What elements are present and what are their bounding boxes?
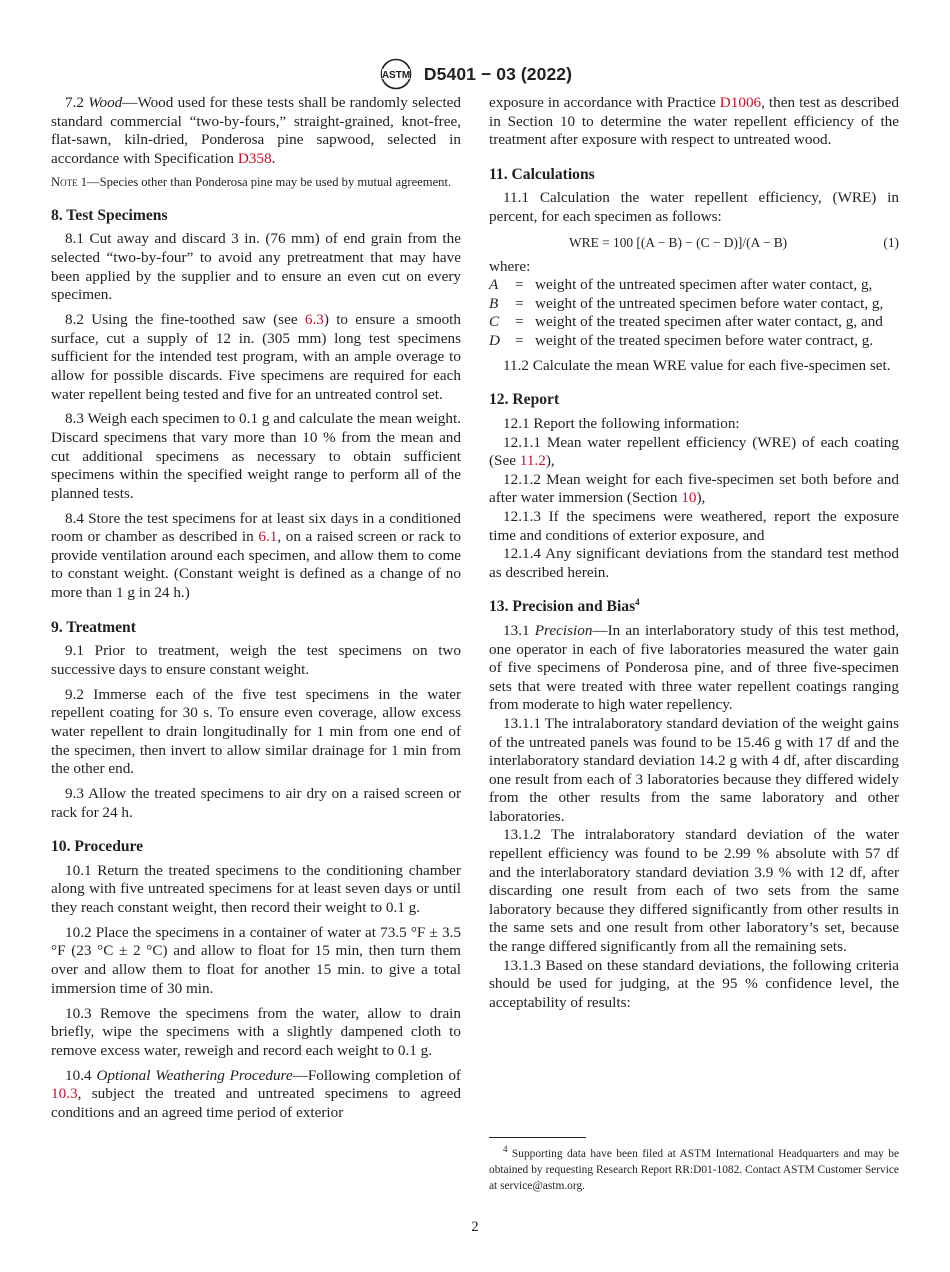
right-column bbox=[489, 94, 899, 1012]
para-8-4: 8.4 Store the test specimens for at least six days in a conditioned room or chamber as described in 6.1, on a raised screen or rack to provide ventilation around each specimen, and allow them to come to constant weight. (Constant weight is defined as a change of no more than 1 g in 24 h.) bbox=[51, 509, 461, 602]
page-header bbox=[0, 58, 950, 90]
definition-b: B = weight of the untreated specimen before water contact, g, bbox=[489, 294, 884, 312]
para-10-4-cont: exposure in accordance with Practice D1006, then test as described in Section 10 to determine the water repellent efficiency of the treatment after exposure with respect to untreated wood. bbox=[489, 94, 899, 149]
definition-a: A = weight of the untreated specimen after water contact, g, bbox=[489, 276, 873, 294]
para-11-2: 11.2 Calculate the mean WRE value for each five-specimen set. bbox=[503, 356, 891, 374]
para-9-3: 9.3 Allow the treated specimens to air dry on a raised screen or rack for 24 h. bbox=[51, 784, 461, 821]
note-1: Note 1—Species other than Ponderosa pine may be used by mutual agreement. bbox=[51, 175, 452, 190]
para-10-3: 10.3 Remove the specimens from the water, allow to drain briefly, wipe the specimens with a slightly dampened cloth to remove excess water, reweigh and record each weight to 0.1 g. bbox=[51, 1004, 461, 1059]
para-10-4: 10.4 Optional Weathering Procedure—Following completion of 10.3, subject the treated and untreated specimens to agreed conditions and an agreed time period of exterior bbox=[51, 1066, 461, 1121]
footnote-marker[interactable]: 4 bbox=[635, 597, 640, 608]
left-column bbox=[51, 94, 461, 1122]
para-12-1: 12.1 Report the following information: bbox=[503, 415, 740, 433]
link-6-1[interactable]: 6.1 bbox=[258, 528, 278, 546]
para-12-1-4: 12.1.4 Any significant deviations from the standard test method as described herein. bbox=[489, 545, 899, 581]
para-8-2: 8.2 Using the fine-toothed saw (see 6.3) to ensure a smooth surface, cut a supply of 12 in. (305 mm) long test specimens sufficient for the intended test program, with an ample overage to allow for possible discards. Five specimens are required for each water repellent being tested and five for an untreated control set. bbox=[51, 311, 461, 403]
para-9-2: 9.2 Immerse each of the five test specimens in the water repellent coating for 30 s. To ensure even coverage, allow excess water repellent to drain longitudinally for 1 min from one end of the specimen, then invert to allow similar drainage for 1 min from the other end. bbox=[51, 685, 461, 778]
equation-1 bbox=[489, 230, 899, 254]
heading-13: 13. Precision and Bias$^4$ bbox=[489, 597, 640, 616]
document-id: D5401 − 03 (2022) bbox=[423, 63, 573, 84]
astm-logo-icon bbox=[378, 58, 414, 90]
link-11-2[interactable]: 11.2 bbox=[519, 452, 546, 470]
para-11-1: 11.1 Calculation the water repellent efficiency, (WRE) in percent, for each specimen as follows: bbox=[489, 189, 899, 225]
para-12-1-2: 12.1.2 Mean weight for each five-specimen set both before and after water immersion (Section 10), bbox=[489, 470, 899, 507]
heading-12: 12. Report bbox=[489, 391, 560, 409]
para-8-3: 8.3 Weigh each specimen to 0.1 g and calculate the mean weight. Discard specimens that vary more than 10 % from the mean and cut additional specimens as necessary to obtain sufficient specimens within the specified weight range to perform all of the planned tests. bbox=[51, 410, 461, 502]
para-13-1-2: 13.1.2 The intralaboratory standard deviation of the water repellent efficiency was found to be 2.99 % absolute with 57 df and the interlaboratory standard deviation 3.9 % with 12 df, after discarding one result from each of two sets from the same laboratory because they differed significantly from other results in the same sets and one result from other laboratory’s set, because the range differed significantly from all the remaining sets. bbox=[489, 826, 899, 956]
heading-9: 9. Treatment bbox=[51, 618, 136, 636]
section-7-2: 7.2 Wood—Wood used for these tests shall be randomly selected standard commercial “two-by-fours,” straight-grained, knot-free, flat-sawn, kiln-dried, Ponderosa pine sapwood, selected in accordance with Specification D358. bbox=[51, 94, 462, 167]
heading-8: 8. Test Specimens bbox=[51, 206, 168, 224]
definition-d: D = weight of the treated specimen before water contract, g. bbox=[489, 331, 874, 349]
link-6-3[interactable]: 6.3 bbox=[304, 311, 324, 329]
para-13-1-1: 13.1.1 The intralaboratory standard deviation of the weight gains of the untreated panels was found to be 15.46 g with 17 df and the interlaboratory standard deviation 14.2 g with 4 df, after discarding one result from each of 3 laboratories because they differed widely from the other results from the same laboratory and other laboratories. bbox=[489, 714, 899, 825]
para-12-1-1: 12.1.1 Mean water repellent efficiency (WRE) of each coating (See 11.2), bbox=[489, 433, 899, 470]
para-13-1-3: 13.1.3 Based on these standard deviations, the following criteria should be used for judging, at the 95 % confidence level, the acceptability of results: bbox=[489, 956, 899, 1011]
link-10-3[interactable]: 10.3 bbox=[51, 1085, 78, 1103]
heading-11: 11. Calculations bbox=[489, 165, 595, 183]
para-13-1: 13.1 Precision—In an interlaboratory study of this test method, one operator in each of five laboratories measured the water gain of five specimens of Ponderosa pine, and of three five-specimen sets that were treated with three water repellent coatings ranging from moderate to high water repellency. bbox=[489, 621, 900, 714]
para-12-1-3: 12.1.3 If the specimens were weathered, report the exposure time and conditions of exterior exposure, and bbox=[489, 507, 899, 544]
link-10[interactable]: 10 bbox=[681, 489, 697, 507]
link-d1006[interactable]: D1006 bbox=[719, 94, 762, 111]
where-label: where: bbox=[489, 257, 531, 275]
equation-body: WRE = 100 [(A − B) − (C − D)]/(A − B) bbox=[569, 234, 788, 250]
equation-number: (1) bbox=[883, 234, 899, 250]
para-10-1: 10.1 Return the treated specimens to the conditioning chamber along with five untreated specimens for at least seven days or until they reach constant weight, then record their weight to 0.1 g. bbox=[51, 861, 461, 916]
para-8-1: 8.1 Cut away and discard 3 in. (76 mm) of end grain from the selected “two-by-four” to avoid any pretreatment that may have been applied by the supplier and to ensure an even cut on every specimen. bbox=[51, 230, 461, 304]
para-10-2: 10.2 Place the specimens in a container of water at 73.5 °F ± 3.5 °F (23 °C ± 2 °C) and allow to float for 15 min, then turn them over and allow them to float for another 15 min. to give a total immersion time of 30 min. bbox=[51, 923, 461, 997]
footnote-4: $^4$ Supporting data have been filed at ASTM International Headquarters and may be obtained by requesting Research Report RR:D01-1082. Contact ASTM Customer Service at service@astm.org. bbox=[489, 1144, 899, 1193]
link-d358[interactable]: D358 bbox=[237, 149, 272, 167]
footnote-divider bbox=[489, 1137, 586, 1138]
page-number: 2 bbox=[471, 1219, 479, 1235]
heading-10: 10. Procedure bbox=[51, 838, 144, 856]
svg-text:ASTM: ASTM bbox=[381, 70, 411, 81]
definition-c: C = weight of the treated specimen after water contact, g, and bbox=[489, 313, 883, 331]
para-9-1: 9.1 Prior to treatment, weigh the test specimens on two successive days to ensure constant weight. bbox=[51, 642, 461, 678]
